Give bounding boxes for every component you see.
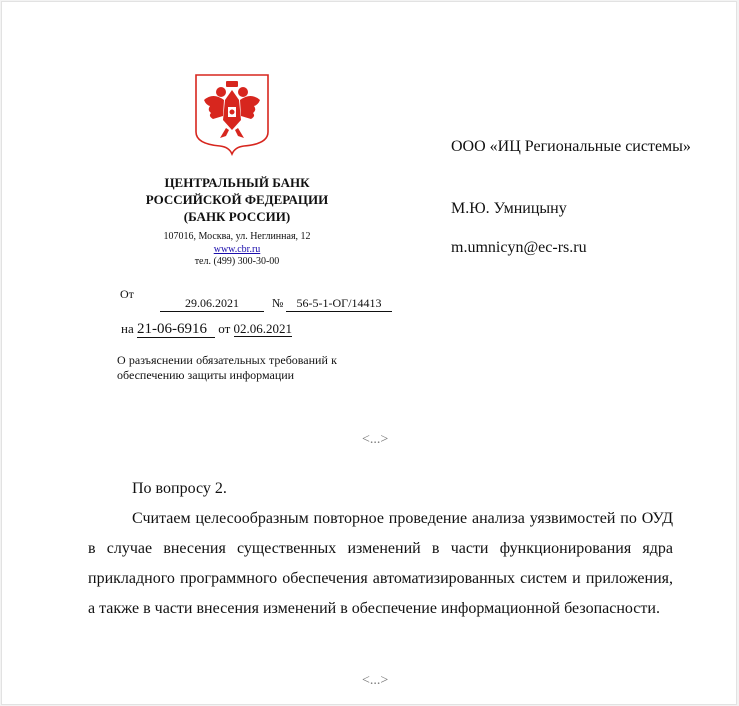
omission-mark: <...> — [362, 432, 389, 447]
letter-body — [88, 474, 673, 624]
body-answer: Считаем целесообразным повторное проведение анализа уязвимостей по ОУД в случае внесения существенных изменений в части функционирования ядра прикладного программного обеспечения автоматизированных систем и приложения, а также в части внесения изменений в обеспечение информационной безопасности. — [88, 510, 673, 617]
bank-address: 107016, Москва, ул. Неглинная, 12 — [163, 231, 311, 242]
reply-date-prefix: от — [218, 321, 231, 336]
letter-page — [1, 1, 737, 705]
coat-of-arms-icon — [193, 72, 271, 156]
bank-phone: тел. (499) 300-30-00 — [194, 256, 280, 267]
bank-name — [106, 174, 368, 225]
bank-contacts — [106, 231, 368, 269]
letter-date: 29.06.2021 — [160, 296, 264, 312]
reply-prefix: на — [121, 321, 134, 336]
bank-name-line-2: РОССИЙСКОЙ ФЕДЕРАЦИИ — [145, 192, 329, 207]
letter-subject: О разъяснении обязательных требований к обеспечению защиты информации — [117, 353, 337, 382]
reply-reference — [121, 319, 292, 339]
omission-mark: <...> — [362, 673, 389, 688]
recipient-email: m.umnicyn@ec-rs.ru — [451, 239, 587, 256]
recipient-organization: ООО «ИЦ Региональные системы» — [451, 138, 691, 155]
bank-name-line-1: ЦЕНТРАЛЬНЫЙ БАНК — [164, 175, 310, 190]
bank-website-link[interactable]: www.cbr.ru — [213, 243, 261, 255]
recipient-person: М.Ю. Умницыну — [451, 200, 567, 217]
reply-number: 21-06-6916 — [137, 321, 215, 338]
from-label: От — [120, 287, 134, 301]
number-sign: № — [272, 296, 284, 310]
body-question: По вопросу 2. — [132, 480, 227, 497]
reply-date: 02.06.2021 — [233, 321, 292, 336]
letter-number: 56-5-1-ОГ/14413 — [286, 296, 392, 312]
bank-name-line-3: (БАНК РОССИИ) — [183, 209, 291, 224]
